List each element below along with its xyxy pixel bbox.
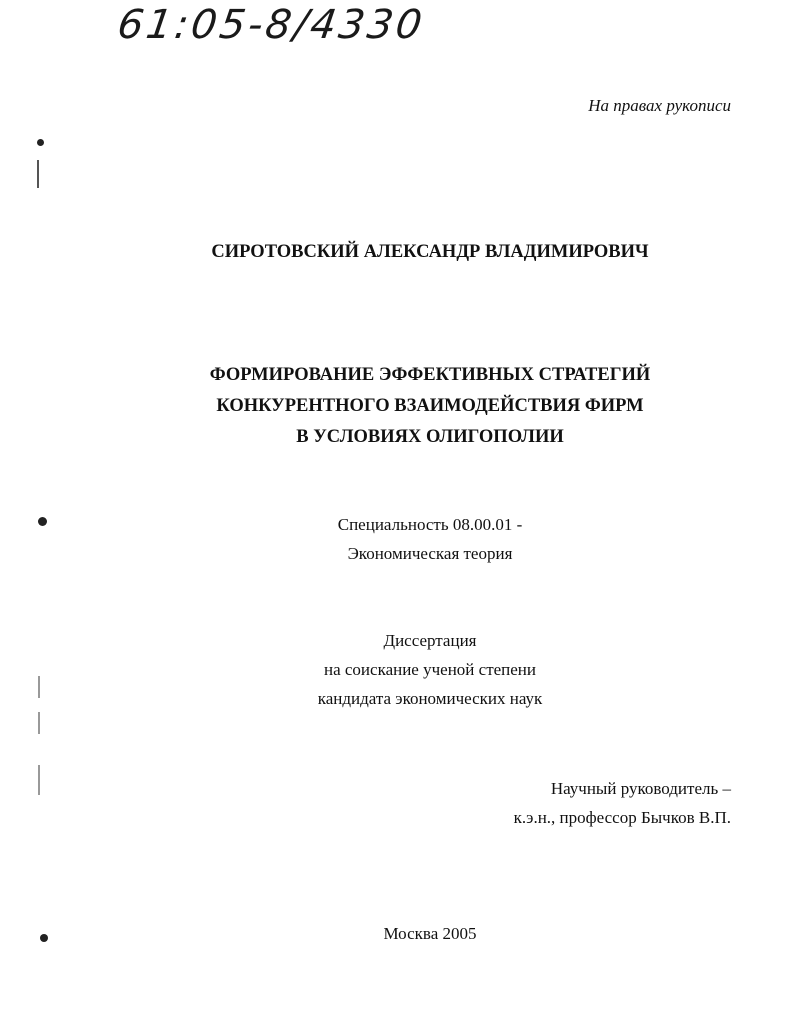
scan-artifact-dot <box>40 934 48 942</box>
degree-line: кандидата экономических наук <box>317 689 543 708</box>
specialty-line: Экономическая теория <box>347 544 513 563</box>
degree-block <box>0 626 799 713</box>
degree-line: на соискание ученой степени <box>323 660 537 679</box>
scan-artifact-dash <box>38 712 40 734</box>
scan-artifact-dash <box>37 160 39 188</box>
author-name: СИРОТОВСКИЙ АЛЕКСАНДР ВЛАДИМИРОВИЧ <box>211 242 649 262</box>
dissertation-title <box>0 360 799 453</box>
degree-line: Диссертация <box>383 631 477 650</box>
scan-artifact-dot <box>38 517 47 526</box>
title-line: КОНКУРЕНТНОГО ВЗАИМОДЕЙСТВИЯ ФИРМ <box>216 396 644 416</box>
city-year: Москва 2005 <box>383 924 477 943</box>
rights-note: На правах рукописи <box>588 96 731 115</box>
specialty-block <box>0 510 799 568</box>
archive-code-handwritten: 61:05-8/4330 <box>114 2 428 48</box>
advisor-block <box>514 774 731 832</box>
title-line: В УСЛОВИЯХ ОЛИГОПОЛИИ <box>296 427 564 447</box>
advisor-line: Научный руководитель – <box>550 779 731 798</box>
specialty-line: Специальность 08.00.01 - <box>337 515 523 534</box>
scan-artifact-dot <box>37 139 44 146</box>
title-line: ФОРМИРОВАНИЕ ЭФФЕКТИВНЫХ СТРАТЕГИЙ <box>209 365 651 385</box>
scan-artifact-dash <box>38 765 40 795</box>
advisor-line: к.э.н., профессор Бычков В.П. <box>513 808 731 827</box>
scan-artifact-dash <box>38 676 40 698</box>
